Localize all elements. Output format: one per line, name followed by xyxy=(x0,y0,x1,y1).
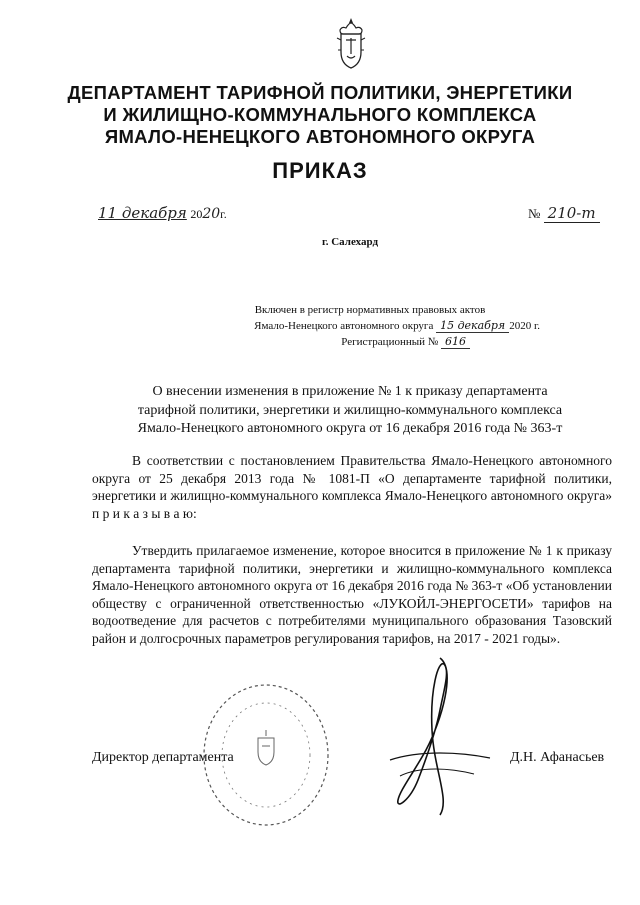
registration-block xyxy=(160,302,540,350)
handwritten-number: 210-т xyxy=(544,204,600,223)
handwritten-signature xyxy=(370,650,500,820)
department-line: И ЖИЛИЩНО-КОММУНАЛЬНОГО КОМПЛЕКСА xyxy=(103,104,537,125)
coat-of-arms-emblem xyxy=(334,16,368,72)
order-number xyxy=(528,204,600,222)
registration-year: 2020 г. xyxy=(509,320,540,332)
handwritten-registration-date: 15 декабря xyxy=(436,319,509,333)
city: г. Салехард xyxy=(321,236,379,248)
handwritten-registration-number: 616 xyxy=(441,335,470,349)
registration-line xyxy=(160,334,540,350)
department-line: ЯМАЛО-НЕНЕЦКОГО АВТОНОМНОГО ОКРУГА xyxy=(104,126,536,147)
registration-number-label: Регистрационный № xyxy=(341,336,439,348)
signatory-role: Директор департамента xyxy=(92,750,234,765)
registration-line: Включен в регистр нормативных правовых актов xyxy=(254,304,486,316)
document-type-title: ПРИКАЗ xyxy=(272,158,368,183)
year-prefix: 20 xyxy=(190,207,203,221)
registration-text: Ямало-Ненецкого автономного округа xyxy=(254,320,434,332)
handwritten-year: 20 xyxy=(202,206,221,222)
department-name xyxy=(40,82,600,148)
subject-line: О внесении изменения в приложение № 1 к приказу департамента xyxy=(152,384,548,399)
body-paragraph: Утвердить прилагаемое изменение, которое вносится в приложение № 1 к приказу департамента тарифной политики, энергетики и жилищно-коммунального комплекса Ямало-Ненецкого автономного округа от 16 декабря 2016 года № 363-т «Об установлении обществу с ограниченной ответственностью «ЛУКОЙЛ-ЭНЕРГОСЕТИ» тарифов на водоотведение для расчетов с потребителями муниципального образования Тазовский район и долгосрочных параметров регулирования тарифов, на 2017 - 2021 годы». xyxy=(92,543,612,646)
subject-line: тарифной политики, энергетики и жилищно-коммунального комплекса xyxy=(137,402,563,418)
signatory-name: Д.Н. Афанасьев xyxy=(510,750,605,765)
order-subject xyxy=(80,383,620,439)
department-line: ДЕПАРТАМЕНТ ТАРИФНОЙ ПОЛИТИКИ, ЭНЕРГЕТИКИ xyxy=(67,82,573,103)
number-label: № xyxy=(528,206,541,221)
year-suffix: г. xyxy=(220,207,227,221)
body-paragraph: В соответствии с постановлением Правительства Ямало-Ненецкого автономного округа от 25 декабря 2013 года № 1081-П «О департаменте тарифной политики, энергетики и жилищно-коммунального комплекса Ямало-Ненецкого автономного округа» п р и к а з ы в а ю: xyxy=(92,453,612,521)
order-date xyxy=(98,204,227,223)
handwritten-date: 11 декабря xyxy=(98,204,187,222)
registration-line xyxy=(160,318,540,334)
subject-line: Ямало-Ненецкого автономного округа от 16 декабря 2016 года № 363-т xyxy=(137,421,563,436)
